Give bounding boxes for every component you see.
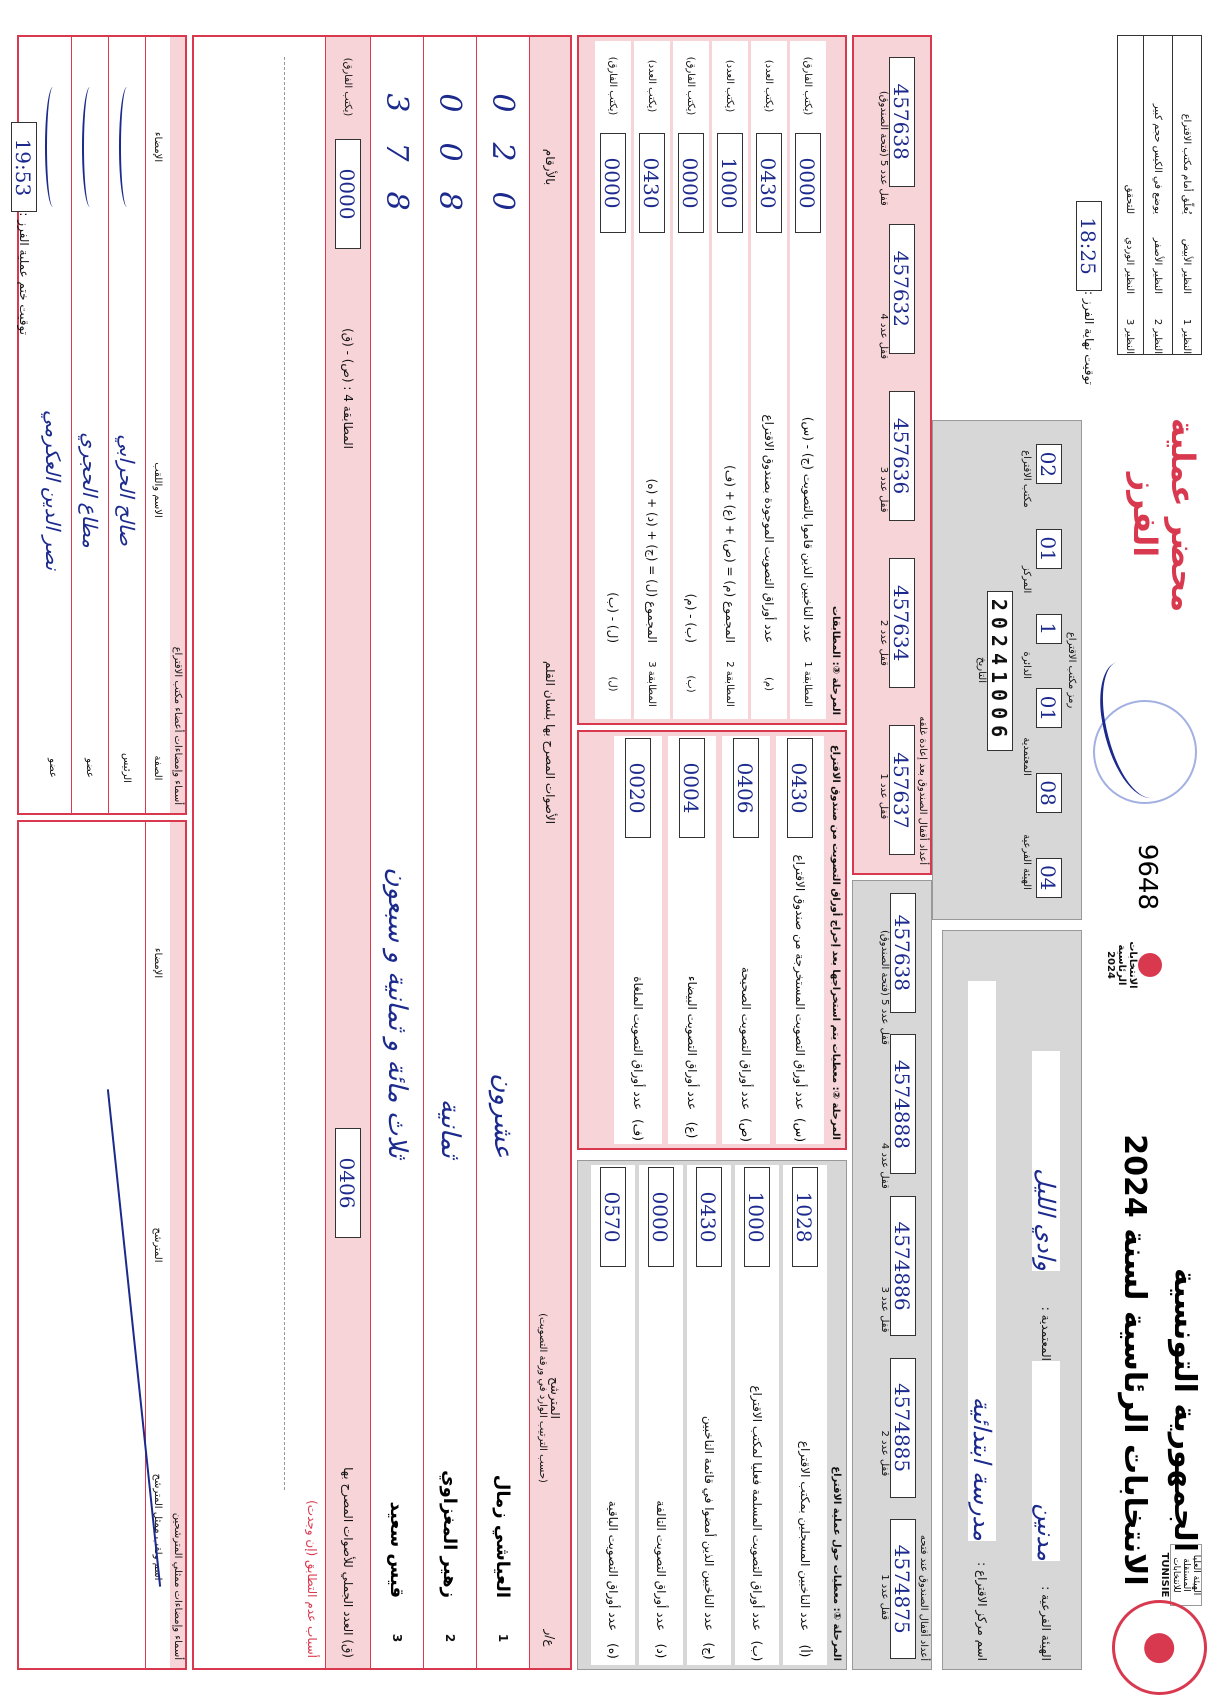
- members-header-cell: الإمضاء: [152, 131, 164, 163]
- stamp-time-row: [11, 35, 37, 335]
- member-name: صالح الحرابي: [115, 434, 139, 546]
- candidate-row: [370, 37, 423, 1668]
- stage3-panel: [577, 35, 847, 725]
- lock-label: قفل عدد 3: [879, 1286, 890, 1333]
- candidates-header: [529, 37, 570, 1668]
- stage3-row: [712, 41, 748, 719]
- blue-stamp-icon: [1087, 640, 1197, 840]
- row-key: المطابقة 1: [802, 661, 814, 707]
- candidate-name: زهير المغزاوي: [439, 1470, 461, 1598]
- candidate-name: قيس سعيد: [386, 1501, 408, 1598]
- row-label: عدد الناخبين الذين قاموا بالتصويت (ج) - (س): [801, 416, 815, 643]
- dist-cell: النظير 1: [1181, 318, 1193, 354]
- lock-label: قفل عدد 5 (فتحة الصندوق): [879, 930, 890, 1045]
- distribution-table: [1117, 35, 1202, 355]
- code-box: 02: [1036, 444, 1062, 484]
- code-label: المعتمدية: [1021, 737, 1032, 776]
- member-role: عضو: [84, 758, 96, 778]
- seal-center-icon: [1140, 1628, 1178, 1666]
- reasons-row: [235, 37, 325, 1668]
- candidate-num: 2: [443, 1633, 457, 1643]
- candidate-words: عشرون: [488, 1073, 518, 1158]
- members-title: أسماء وإمضاءات أعضاء مكتب الاقتراع: [170, 37, 185, 813]
- stage3-row: [634, 41, 670, 719]
- row-key: (ب): [750, 1640, 764, 1662]
- code-label: الدائرة: [1021, 651, 1032, 679]
- members-signatures: [17, 35, 187, 815]
- stage1-row: [735, 1165, 779, 1665]
- row-note: (يكتب الفارق): [685, 56, 697, 116]
- lock-value: 4574875: [890, 1519, 916, 1659]
- row-key: (س): [793, 1117, 807, 1142]
- row-label: (ل) - (ب): [606, 592, 620, 643]
- dist-cell: النظير الأبيض: [1181, 238, 1193, 294]
- locks-before-panel: [852, 880, 932, 1670]
- lock-after-label: قفل عدد 2: [878, 620, 889, 666]
- stage2-row: [614, 736, 662, 1144]
- lock-after-value: 457637: [889, 725, 915, 855]
- row-note: (يكتب الفارق): [607, 56, 619, 116]
- reps-body: [45, 822, 145, 1668]
- header-num: ع/ر: [543, 1629, 557, 1647]
- dist-cell: النظير الوردي: [1124, 237, 1136, 294]
- flag-icon: [1138, 953, 1162, 977]
- stage3-title: المرحلة ③: المطابقات: [830, 605, 841, 715]
- row-value: 0430: [787, 738, 813, 838]
- members-header-cell: الصفة: [152, 755, 164, 781]
- close-time-row: [1076, 35, 1102, 385]
- code-box: 08: [1036, 773, 1062, 813]
- reps-header: [145, 822, 170, 1668]
- row-key: (ج): [702, 1642, 716, 1660]
- row-label: عدد أوراق التصويت الملغاة: [631, 976, 645, 1110]
- candidate-row: [476, 37, 529, 1668]
- stage2-row: [776, 736, 824, 1144]
- lock-value: 4574888: [890, 1034, 916, 1174]
- row-value: 0020: [625, 738, 651, 838]
- location-panel: [942, 930, 1082, 1670]
- lock-after-value: 457638: [889, 57, 915, 187]
- row-label: (ب) - (م): [684, 593, 698, 643]
- candidate-digits: 020: [485, 93, 521, 241]
- row-key: (ب): [685, 675, 697, 693]
- match4-label: المطابقة 4 : (ص) - (ق): [341, 328, 355, 449]
- candidate-words: ثمانية: [435, 1098, 465, 1158]
- code-box: 01: [1036, 529, 1062, 569]
- header-name: المترشح: [548, 1377, 563, 1419]
- branch-label: الهيئة الفرعية :: [1039, 1586, 1053, 1661]
- row-key: (ص): [739, 1118, 753, 1142]
- dist-cell: يُعلّق أمام مكتب الاقتراع: [1181, 113, 1193, 214]
- row-value: 0004: [679, 738, 705, 838]
- members-header-cell: الاسم واللقب: [152, 462, 164, 518]
- reps-header-cell: اسم ولقب ممثل المترشح: [152, 1473, 164, 1581]
- row-value: 0430: [756, 133, 782, 233]
- code-title: رمز مكتب الاقتراع: [1066, 631, 1077, 709]
- lock-after-value: 457634: [889, 558, 915, 688]
- row-label: عدد أوراق التصويت البيضاء: [685, 975, 699, 1110]
- close-time-label: توقيت نهاية الفرز :: [1082, 291, 1096, 385]
- center-label: اسم مركز الاقتراع :: [975, 1562, 989, 1661]
- stage2-row: [668, 736, 716, 1144]
- dist-row-1: [1172, 36, 1201, 354]
- code-label: المركز: [1021, 565, 1032, 594]
- lock-label: قفل عدد 4: [879, 1142, 890, 1189]
- lock-after-label: قفل عدد 5 (فتحة الصندوق): [878, 90, 889, 206]
- date-value: 20241006: [987, 591, 1013, 751]
- header-digits: بالأرقام: [543, 148, 557, 186]
- row-key: (ل): [607, 676, 619, 692]
- row-value: 0406: [733, 738, 759, 838]
- locks-before-values: [890, 881, 916, 1669]
- stage1-row: [639, 1165, 683, 1665]
- stage3-row: [751, 41, 787, 719]
- stage1-panel: [577, 1160, 847, 1670]
- dist-row-2: [1143, 36, 1172, 354]
- row-key: (ه): [606, 1643, 620, 1659]
- code-boxes: [1036, 421, 1062, 919]
- stage1-row: [591, 1165, 635, 1665]
- candidate-name: العياشي زمال: [492, 1474, 514, 1598]
- candidate-num: 1: [496, 1633, 510, 1643]
- candidate-row: [423, 37, 476, 1668]
- match4-note: (يكتب الفارق): [342, 57, 354, 117]
- row-label: عدد أوراق التصويت الموجودة بصندوق الاقتراع: [762, 414, 776, 643]
- row-value: 0430: [696, 1167, 722, 1267]
- stage2-title: المرحلة ②: معطيات يتم استخراجها بعد إخراج أوراق التصويت من صندوق الاقتراع: [830, 744, 841, 1140]
- member-row: [71, 37, 108, 813]
- lock-after-value: 457632: [889, 224, 915, 354]
- delegation-label: المعتمدية :: [1039, 1306, 1053, 1361]
- row-value: 0430: [639, 133, 665, 233]
- candidate-digits: 378: [379, 93, 415, 241]
- member-role: عضو: [47, 758, 59, 778]
- candidates-table: [192, 35, 572, 1670]
- row-label: عدد أوراق التصويت المستخرجة من صندوق الاقتراع: [793, 854, 807, 1110]
- close-time-block: [1032, 35, 1102, 385]
- dist-cell: النظير 3: [1124, 318, 1136, 354]
- form-number: 9648: [1132, 843, 1162, 910]
- row-note: (يكتب الفارق): [802, 56, 814, 116]
- close-time-value: 18:25: [1076, 201, 1102, 291]
- dist-cell: يوضع في الكيس حجم كبير: [1152, 103, 1164, 214]
- code-box: 1: [1036, 614, 1062, 644]
- row-note: (يكتب العدد): [646, 59, 658, 113]
- code-label: الهيئة الفرعية: [1021, 834, 1032, 890]
- candidate-digits: 008: [432, 93, 468, 241]
- isie-name: الهيئة العليا المستقلة للانتخابات: [1170, 1544, 1202, 1606]
- locks-title: أعداد أقفال الصندوق عند فتحه: [918, 1534, 929, 1661]
- date-block: [976, 421, 1013, 919]
- row-value: 0000: [600, 133, 626, 233]
- member-row: [108, 37, 145, 813]
- stage1-row: [783, 1165, 827, 1665]
- branch-row: [1021, 931, 1071, 1669]
- code-label: مكتب الاقتراع: [1021, 450, 1032, 508]
- code-box: 01: [1036, 688, 1062, 728]
- election-logo: [1092, 930, 1162, 1000]
- locks-after-values: [889, 37, 915, 873]
- row-label: المجموع (ل) = (ج) + (د) + (ه): [645, 478, 659, 643]
- stamp-time-value: 19:53: [11, 122, 37, 212]
- row-key: (م): [763, 677, 775, 691]
- row-key: المطابقة 3: [646, 661, 658, 707]
- isie-latin: TUNISIE: [1159, 1552, 1170, 1598]
- total-label: (ق) العدد الجملي للأصوات المصرح بها: [341, 1467, 355, 1658]
- locks-after-panel: [852, 35, 932, 875]
- reasons-label: أسباب عدم التطابق (إن وجدت): [305, 1500, 319, 1658]
- row-key: (د): [654, 1643, 668, 1659]
- date-label: التاريخ: [976, 657, 987, 683]
- match4-value: 0000: [335, 139, 361, 249]
- lock-value: 4574885: [890, 1358, 916, 1498]
- member-signature-icon: [45, 37, 61, 257]
- reps-header-cell: المترشح: [152, 1227, 164, 1263]
- reasons-line: [284, 57, 325, 1490]
- lock-value: 4574886: [890, 1196, 916, 1336]
- totals-row: [325, 37, 370, 1668]
- candidate-num: 3: [390, 1633, 404, 1643]
- republic-text: الجمهورية التونسية: [1167, 1268, 1202, 1552]
- member-row: [35, 37, 71, 813]
- total-value: 0406: [335, 1128, 361, 1238]
- row-label: عدد أوراق التصويت الصحيحة: [739, 966, 753, 1110]
- row-note: (يكتب العدد): [763, 59, 775, 113]
- row-label: عدد الناخبين المسجلين بمكتب الاقتراع: [798, 1440, 812, 1631]
- stage1-title: المرحلة ①: معطيات حول عملية الاقتراع: [831, 1466, 842, 1661]
- members-header: [145, 37, 170, 813]
- stamp-time-block: [5, 35, 37, 335]
- form-title-box: [1112, 400, 1202, 630]
- row-key: (أ): [798, 1644, 812, 1658]
- stage2-row: [722, 736, 770, 1144]
- row-label: عدد الناخبين الذين أمضوا في قائمة الناخبين: [702, 1415, 716, 1631]
- row-key: المطابقة 2: [724, 661, 736, 707]
- dist-cell: للتحقق: [1124, 184, 1136, 214]
- member-signature-icon: [119, 37, 135, 257]
- logo-text: الانتخابات الرئاسية 2024: [1105, 941, 1138, 989]
- form-title: محضر عملية الفرز: [1126, 417, 1202, 613]
- stage3-row: [673, 41, 709, 719]
- code-box: 04: [1036, 858, 1062, 898]
- code-panel: [932, 420, 1082, 920]
- row-label: عدد أوراق التصويت المسلمة فعليا لمكتب الاقتراع: [750, 1385, 764, 1631]
- stage3-row: [790, 41, 826, 719]
- row-value: 0000: [678, 133, 704, 233]
- row-note: (يكتب العدد): [724, 59, 736, 113]
- row-key: (ف): [631, 1119, 645, 1141]
- member-name: مطاع الحجري: [78, 432, 102, 548]
- stage1-row: [687, 1165, 731, 1665]
- candidate-words: ثلاث مائة و ثمانية و سبعون: [382, 867, 412, 1158]
- dist-cell: النظير 2: [1152, 318, 1164, 354]
- row-label: عدد أوراق التصويت الباقية: [606, 1500, 620, 1631]
- row-label: المجموع (م) = (ص) + (ع) + (ف): [723, 465, 737, 643]
- row-value: 0000: [795, 133, 821, 233]
- member-role: الرئيس: [121, 753, 133, 783]
- lock-label: قفل عدد 1: [879, 1574, 890, 1621]
- row-value: 1000: [744, 1167, 770, 1267]
- lock-after-label: قفل عدد 3: [878, 466, 889, 513]
- lock-after-value: 457636: [889, 391, 915, 521]
- header-name-cell: [538, 1188, 563, 1608]
- reps-header-cell: الإمضاء: [152, 947, 164, 979]
- row-value: 0000: [648, 1167, 674, 1267]
- header-name-note: (حسب الترتيب الوارد في ورقة التصويت): [537, 1313, 549, 1483]
- stage3-row: [595, 41, 631, 719]
- locks-after-title: أعداد أقفال الصندوق بعد إعادة غلقه: [917, 716, 928, 865]
- lock-after-label: قفل عدد 1: [878, 773, 889, 820]
- dist-cell: النظير الأصفر: [1152, 237, 1164, 294]
- election-title-text: الانتخابات الرئاسية لسنة 2024: [1117, 1134, 1152, 1586]
- lock-value: 457638: [890, 893, 916, 1013]
- dist-row-3: [1117, 36, 1143, 354]
- center-row: [957, 931, 1007, 1669]
- header-words: الأصوات المصرح بها بلسان القلم: [543, 660, 557, 825]
- branch-value: مدنين: [1032, 1361, 1060, 1561]
- code-labels: [1021, 421, 1032, 919]
- row-value: 1028: [792, 1167, 818, 1267]
- row-value: 0570: [600, 1167, 626, 1267]
- stage2-panel: [577, 730, 847, 1150]
- member-signature-icon: [82, 37, 98, 257]
- row-value: 1000: [717, 133, 743, 233]
- reps-signatures: [17, 820, 187, 1670]
- reps-title: أسماء وإمضاءات ممثلي المترشحين: [170, 822, 185, 1668]
- stamp-time-label: توقيت ختم عملية الفرز :: [17, 212, 31, 335]
- delegation-value: وادي الليل: [1032, 1051, 1060, 1271]
- lock-after-label: قفل عدد 4: [878, 313, 889, 360]
- member-name: نصر الدين العكرمي: [41, 409, 65, 571]
- row-label: عدد أوراق التصويت التالفة: [654, 1500, 668, 1631]
- row-key: (ع): [685, 1121, 699, 1139]
- lock-label: قفل عدد 2: [879, 1430, 890, 1477]
- center-value: مدرسة ابتدائية: [968, 981, 996, 1541]
